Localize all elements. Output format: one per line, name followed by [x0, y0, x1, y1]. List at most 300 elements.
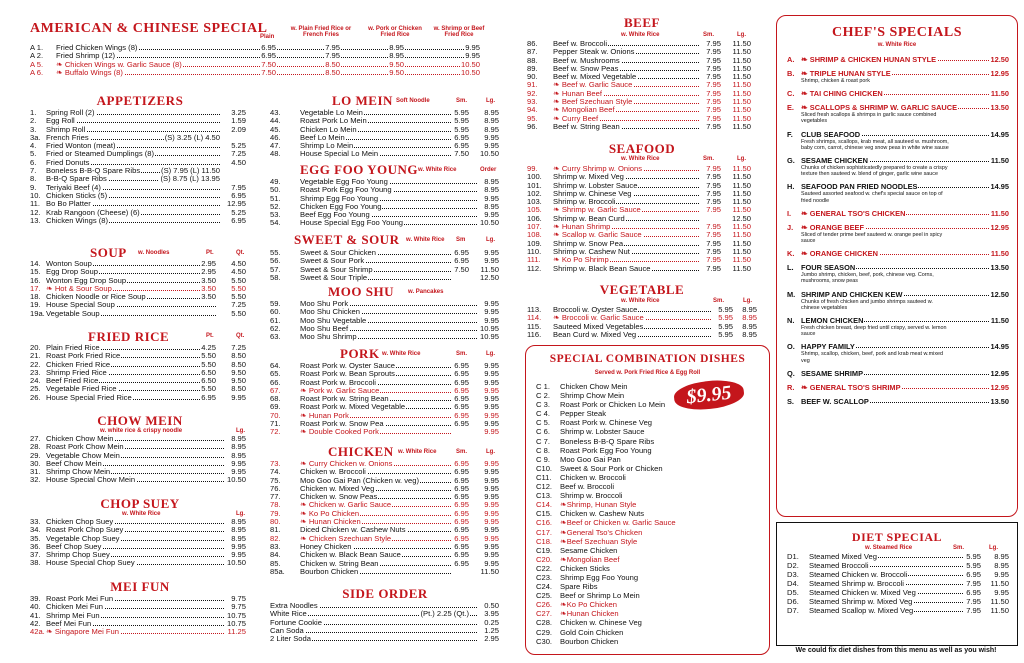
item-name-text: Chicken w. String Bean: [300, 558, 379, 568]
chili-pepper-icon: ❧: [46, 627, 53, 637]
item-name-text: Chicken w. Cashew Nuts: [560, 509, 644, 519]
chili-pepper-icon: ❧: [801, 249, 808, 259]
item-price: 9.75: [231, 602, 246, 612]
item-price: 8.95: [742, 313, 757, 323]
menu-item-row: [787, 103, 1009, 112]
item-name-text: Shrimp Chop Suey: [46, 550, 110, 560]
item-price: 8.50: [325, 67, 340, 77]
item-price: 9.95: [484, 307, 499, 317]
item-price: 9.95: [465, 51, 480, 61]
item-price: 2.09: [231, 124, 246, 134]
item-name-text: Fried Donuts: [46, 157, 90, 167]
item-name-text: Fortune Cookie: [270, 617, 322, 627]
item-number: 46.: [270, 132, 281, 142]
item-name: [560, 509, 644, 518]
item-name-text: Beef or Shrimp Lo Mein: [560, 591, 640, 601]
menu-item-row: [270, 619, 499, 627]
chili-pepper-icon: ❧: [553, 105, 560, 115]
menu-item-row: [787, 606, 1009, 615]
item-number: 40.: [30, 602, 41, 612]
item-size-prices: (S) 8.75 (L) 13.95: [160, 174, 220, 184]
item-name-text: House Special Fried Rice: [46, 392, 132, 402]
item-price: 7.95: [706, 80, 721, 90]
item-name-text: TAI CHING CHICKEN: [809, 89, 883, 99]
item-price: 8.50: [231, 359, 246, 369]
item-name-text: Hunan Chicken: [308, 517, 361, 527]
pork-list: [270, 362, 499, 437]
item-name-text: Steamed Shrimp w. Mixed Veg: [809, 597, 913, 606]
item-name-text: Plain Fried Rice: [46, 343, 100, 352]
chili-pepper-icon: ❧: [553, 88, 560, 98]
item-name: [560, 446, 652, 455]
item-number: 85a.: [270, 566, 285, 576]
menu-item-row: [30, 628, 246, 636]
item-name: [560, 455, 621, 464]
chili-pepper-icon: ❧: [560, 536, 567, 546]
item-name-text: Roast Pork or Chicken Lo Mein: [560, 400, 666, 410]
menu-item-row: [527, 265, 751, 273]
item-name-text: Broccoli w. Oyster Sauce: [553, 305, 638, 314]
item-price: 9.95: [231, 550, 246, 560]
item-name: [560, 482, 614, 491]
item-name-text: Vegetable Lo Mein: [300, 108, 363, 117]
item-number: 80.: [270, 517, 281, 527]
item-name-text: Chicken Egg Foo Young: [300, 201, 382, 211]
item-number: 33.: [30, 517, 41, 526]
column-3: [527, 0, 772, 663]
chow-mein-title: CHOW MEIN: [97, 413, 183, 428]
menu-item-row: [787, 342, 1009, 351]
item-name-text: Roast Pork w. String Bean: [300, 394, 389, 404]
item-name-text: House Special Chop Suey: [46, 558, 135, 568]
item-price: 6.95: [454, 525, 469, 535]
menu-item-row: [270, 568, 499, 576]
item-price: 9.95: [484, 533, 499, 543]
item-price: 8.95: [484, 108, 499, 117]
combination-price: $9.95: [685, 381, 733, 409]
lo-mein-header: [270, 94, 500, 108]
item-price: 10.95: [479, 323, 499, 333]
item-name-text: Egg Drop Soup: [46, 267, 98, 277]
lo-mein-list: [270, 109, 499, 159]
item-name-text: Hunan Shrimp: [561, 222, 611, 232]
menu-item-row: [270, 219, 499, 227]
item-name-text: Wonton Egg Drop Soup: [46, 275, 127, 285]
menu-item-row: [787, 223, 1009, 232]
item-name-text: Shrimp Chow Mein: [560, 391, 625, 401]
item-price: 9.95: [484, 369, 499, 379]
item-number: 18.: [30, 292, 41, 302]
item-name-text: Honey Chicken: [300, 541, 352, 551]
item-name-text: Bo Bo Platter: [46, 199, 91, 209]
item-number: 89.: [527, 63, 538, 73]
item-price: 11.50: [732, 113, 751, 123]
menu-item-row: [787, 369, 1009, 378]
item-name-text: Sweet & Sour Chicken: [300, 248, 376, 257]
menu-item-row: [787, 89, 1009, 98]
item-name-text: Moo Goo Gai Pan (Chicken w. veg): [300, 475, 420, 485]
menu-item-row: [787, 249, 1009, 258]
item-number: 16.: [30, 275, 41, 285]
item-number: 3.: [30, 124, 37, 134]
item-number: 113.: [527, 305, 542, 314]
chef-special-item: [787, 263, 1009, 284]
item-price: 6.95: [454, 410, 469, 420]
item-name-text: Roast Pork w. Chinese Veg: [560, 418, 653, 428]
item-name: [300, 274, 368, 282]
item-name-text: Spring Roll (2): [46, 108, 95, 117]
item-price: 8.95: [994, 552, 1009, 561]
vegetable-h2: Lg.: [743, 298, 752, 304]
menu-item-row: [536, 618, 676, 627]
menu-item-row: [30, 559, 246, 567]
item-name-text: Roast Pork Egg Foo Young: [300, 185, 392, 195]
item-name: [560, 473, 626, 482]
item-name: [809, 552, 878, 561]
item-price: 10.75: [226, 618, 246, 628]
item-name-text: Beef w. Snow Peas: [553, 63, 619, 73]
menu-item-row: [536, 400, 676, 409]
item-price: 11.50: [732, 246, 751, 256]
item-name-text: Buffalo Wings (8): [64, 67, 123, 77]
item-number: 85.: [270, 558, 281, 568]
item-price: 11.50: [732, 263, 751, 273]
item-number: 69.: [270, 402, 281, 412]
item-number: C.: [787, 89, 795, 99]
item-description: Jumbo shrimp, chicken, beef, pork, chinese veg. Corns, mushrooms, snow peas: [801, 272, 934, 285]
item-number: C27.: [536, 609, 553, 619]
item-price: 5.95: [454, 116, 469, 126]
item-price: 2.95: [484, 634, 499, 644]
item-name-text: French Fries: [46, 132, 89, 142]
sweet-sour-list: [270, 249, 499, 282]
item-name-text: Steamed Mixed Veg: [809, 552, 877, 561]
item-number: 34.: [30, 525, 41, 535]
item-number: B.: [787, 69, 795, 78]
item-number: 111.: [527, 255, 541, 265]
moo-shu-title: MOO SHU: [328, 284, 394, 299]
item-price: 9.95: [484, 459, 499, 468]
item-name-text: Chicken Wings (8): [46, 215, 109, 225]
item-name: [560, 418, 652, 427]
item-name: [801, 316, 864, 325]
item-price: 6.95: [231, 215, 246, 225]
item-price: 7.95: [706, 63, 721, 73]
item-name-text: Shrimp w. Broccoli: [560, 491, 623, 501]
item-name-text: Fried or Steamed Dumplings (8): [46, 149, 155, 159]
item-name: [46, 559, 136, 567]
item-name: [560, 437, 654, 446]
item-price: 7.95: [706, 230, 721, 240]
item-number: 27.: [30, 434, 41, 443]
item-price: 0.25: [484, 617, 499, 627]
item-name: [46, 476, 136, 484]
item-name-text: Pork w. Garlic Sauce: [308, 385, 380, 395]
item-name-text: Roast Pork Chop Suey: [46, 525, 124, 535]
item-price: 11.50: [990, 579, 1009, 588]
menu-item-row: [527, 331, 757, 339]
item-price: 12.50: [990, 289, 1009, 299]
item-price: 6.95: [454, 467, 469, 477]
chow-mein-sub: w. white rice & crispy noodle: [100, 428, 183, 434]
side-order-title: SIDE ORDER: [342, 586, 428, 601]
item-price: 12.95: [990, 69, 1009, 78]
item-price: 7.95: [706, 72, 721, 82]
item-number: 7.: [30, 166, 37, 176]
item-price: 7.95: [706, 197, 721, 207]
item-price: 8.95: [231, 533, 246, 543]
item-name-text: Shrimp Egg Foo Young: [300, 193, 379, 203]
seafood-sub: w. White Rice: [621, 156, 660, 162]
item-number: 42.: [30, 618, 41, 628]
side-order-list: [270, 602, 499, 643]
item-price: 12.50: [731, 213, 751, 223]
item-price: 9.75: [231, 594, 246, 603]
item-number: 38.: [30, 558, 41, 568]
menu-item-row: [536, 500, 676, 509]
fried-rice-h2: Qt.: [236, 333, 245, 339]
item-number: 86.: [527, 39, 538, 48]
item-number: 31.: [30, 467, 41, 477]
item-price: 3.50: [201, 283, 216, 293]
menu-item-row: [787, 383, 1009, 392]
item-name-text: ORANGE BEEF: [809, 222, 864, 232]
moo-shu-list: [270, 300, 499, 341]
col-head-pork-chicken-rice: w. Pork or Chicken Fried Rice: [368, 26, 422, 38]
item-price: 9.95: [484, 550, 499, 560]
item-name: [46, 394, 133, 402]
item-price: 7.95: [706, 205, 721, 215]
item-number: 29.: [30, 450, 41, 460]
item-price: 9.95: [484, 541, 499, 551]
item-name: [801, 182, 918, 191]
item-number: 109.: [527, 238, 542, 248]
chili-pepper-icon: ❧: [553, 164, 560, 173]
beef-h1: Sm.: [703, 32, 715, 38]
menu-item-row: [536, 546, 676, 555]
item-name-text: Shrimp w. Cashew Nut: [553, 246, 630, 256]
item-name-text: Vegetable Fried Rice: [46, 384, 117, 394]
egg-foo-young-h2: Order: [480, 167, 497, 173]
item-name-text: Chicken Szechuan Style: [308, 533, 392, 543]
item-price: 9.95: [484, 256, 499, 266]
item-name: [300, 219, 404, 227]
combination-title: SPECIAL COMBINATION DISHES: [549, 353, 746, 365]
chili-pepper-icon: ❧: [560, 500, 567, 510]
item-number: 57.: [270, 264, 281, 274]
item-price: 10.50: [226, 475, 246, 485]
item-name-text: 2 Liter Soda: [270, 634, 311, 644]
item-number: 72.: [270, 427, 281, 437]
item-price: 7.95: [706, 180, 721, 190]
item-price: 10.50: [460, 59, 480, 69]
menu-item-row: [536, 573, 676, 582]
item-price: 11.50: [990, 156, 1009, 166]
item-number: C 9.: [536, 454, 550, 464]
item-name: [801, 369, 864, 378]
item-price: 5.50: [231, 308, 246, 318]
item-name-text: Beef Szechuan Style: [566, 536, 638, 546]
item-price: 11.50: [732, 172, 751, 182]
mei-fun-list: [30, 595, 246, 636]
item-name-text: Bourbon Chicken: [300, 566, 359, 576]
chili-pepper-icon: ❧: [553, 205, 560, 215]
item-price: 11.50: [480, 264, 499, 274]
item-price: 11.50: [732, 72, 751, 82]
item-price: 5.50: [201, 384, 216, 394]
item-number: 115.: [527, 321, 542, 331]
item-number: 30.: [30, 458, 41, 468]
item-number: 6.: [30, 157, 37, 167]
chili-pepper-icon: ❧: [300, 517, 307, 527]
item-number: 56.: [270, 256, 281, 266]
item-price: 9.95: [484, 483, 499, 493]
chef-special-item: [787, 249, 1009, 258]
soup-sub: w. Noodles: [138, 250, 170, 256]
item-number: 96.: [527, 121, 538, 131]
item-name-text: White Rice: [270, 609, 307, 619]
item-name: [560, 591, 640, 600]
chili-pepper-icon: ❧: [560, 600, 567, 610]
item-price: 8.95: [231, 442, 246, 452]
item-name-text: Shrimp Egg Foo Young: [560, 572, 639, 582]
item-name: [809, 579, 905, 588]
item-name: [560, 391, 624, 400]
item-name: [560, 573, 638, 582]
item-name-text: Pepper Steak: [560, 409, 607, 419]
pork-sub: w. White Rice: [382, 351, 421, 357]
item-price: 5.95: [718, 329, 733, 339]
item-price: 11.50: [732, 121, 751, 131]
chili-pepper-icon: ❧: [300, 410, 307, 420]
item-name: [801, 103, 958, 112]
chili-pepper-icon: ❧: [300, 459, 307, 468]
chili-pepper-icon: ❧: [300, 533, 307, 543]
item-name-text: CLUB SEAFOOD: [801, 129, 861, 139]
item-number: 61.: [270, 315, 281, 325]
chef-special-item: [787, 223, 1009, 244]
item-price: 12.50: [479, 272, 499, 282]
item-price: 6.95: [454, 256, 469, 266]
item-price: 9.95: [484, 525, 499, 535]
item-name-text: Curry Shrimp w. Onions: [561, 164, 643, 173]
item-price: 3.50: [201, 292, 216, 302]
item-number: C 7.: [536, 436, 550, 446]
chili-pepper-icon: ❧: [560, 609, 567, 619]
menu-item-row: [787, 570, 1009, 579]
item-number: C 4.: [536, 409, 550, 419]
item-price: 6.95: [454, 377, 469, 387]
item-number: C20.: [536, 554, 553, 564]
item-price: 11.50: [732, 197, 751, 207]
item-number: D7.: [787, 606, 799, 615]
item-name-text: Chicken Chop Suey: [46, 517, 114, 526]
item-number: 41.: [30, 610, 41, 620]
item-price: 5.50: [201, 351, 216, 361]
item-price: 14.95: [990, 342, 1009, 352]
soup-title: SOUP: [90, 245, 127, 260]
chili-pepper-icon: ❧: [560, 518, 567, 528]
item-price: 6.95: [454, 459, 469, 468]
seafood-h2: Lg.: [737, 156, 746, 162]
item-number: C 1.: [536, 382, 550, 391]
item-name: [801, 209, 906, 218]
item-price: 6.95: [261, 43, 276, 52]
item-name-text: Moo Shu Shrimp: [300, 332, 357, 342]
item-price: 7.95: [706, 55, 721, 65]
item-price: 6.95: [966, 570, 981, 579]
item-number: C 3.: [536, 400, 550, 410]
item-name: [560, 600, 617, 609]
pork-h1: Sm.: [456, 351, 468, 357]
chili-pepper-icon: ❧: [46, 283, 53, 293]
item-price: 9.95: [484, 210, 499, 220]
menu-item-row: [30, 217, 246, 225]
item-price: 9.95: [484, 410, 499, 420]
item-price: 13.50: [990, 103, 1009, 113]
item-name-text: GENERAL TSO'S CHICKEN: [809, 208, 906, 218]
item-name-text: SEAFOOD PAN FRIED NOODLES: [801, 182, 918, 192]
item-number: 81.: [270, 525, 281, 535]
chop-suey-title: CHOP SUEY: [100, 496, 180, 511]
item-price: 7.95: [706, 255, 721, 265]
menu-item-row: [787, 156, 1009, 165]
item-number: N.: [787, 316, 795, 326]
item-name-text: Vegetable Chop Suey: [46, 533, 120, 543]
item-price: 5.95: [718, 313, 733, 323]
item-name-text: Roast Pork Egg Foo Young: [560, 445, 652, 455]
item-name-text: Shrimp Mei Fun: [46, 610, 100, 620]
item-number: 63.: [270, 332, 281, 342]
chili-pepper-icon: ❧: [300, 427, 307, 437]
item-price: 6.50: [201, 367, 216, 377]
chili-pepper-icon: ❧: [560, 527, 567, 537]
item-number: 100.: [527, 172, 542, 182]
item-name-text: Roast Pork Lo Mein: [300, 116, 367, 126]
item-name: [56, 69, 124, 77]
item-price: 4.25: [201, 343, 216, 352]
item-price: 9.95: [484, 193, 499, 203]
item-number: 66.: [270, 377, 281, 387]
item-price: 6.95: [454, 141, 469, 151]
fried-rice-header: [30, 330, 246, 344]
item-number: 73.: [270, 459, 281, 468]
item-price: 7.95: [706, 238, 721, 248]
item-number: 10.: [30, 190, 41, 200]
egg-foo-young-header: [270, 163, 500, 177]
item-price: 12.95: [990, 222, 1009, 232]
item-name-text: Steamed Chicken w. Mixed Veg: [809, 588, 916, 597]
item-number: 28.: [30, 442, 41, 452]
item-description: Sauteed assorted seafood w. chef's special sauce on top of fried noodle: [801, 191, 943, 204]
item-number: O.: [787, 342, 795, 352]
item-price: 11.50: [990, 606, 1009, 615]
item-number: I.: [787, 208, 792, 218]
item-description: Fresh shrimps, scallops, krab meat, all sauteed w. mushroom, baby corn, carrot, chinese veg snow peas in white wine sause: [801, 138, 949, 151]
item-price: 9.50: [231, 376, 246, 386]
menu-item-row: [270, 635, 499, 643]
item-price: 7.95: [706, 263, 721, 273]
item-name: [300, 568, 359, 576]
item-number: 79.: [270, 508, 281, 518]
item-price: 8.95: [389, 43, 404, 52]
menu-item-row: [270, 274, 499, 282]
item-price: 5.95: [966, 552, 981, 561]
item-number: 1.: [30, 108, 37, 117]
chow-mein-h2: Lg.: [236, 428, 245, 434]
mei-fun-title: MEI FUN: [110, 579, 170, 594]
item-name-text: ORANGE CHICKEN: [809, 249, 878, 259]
